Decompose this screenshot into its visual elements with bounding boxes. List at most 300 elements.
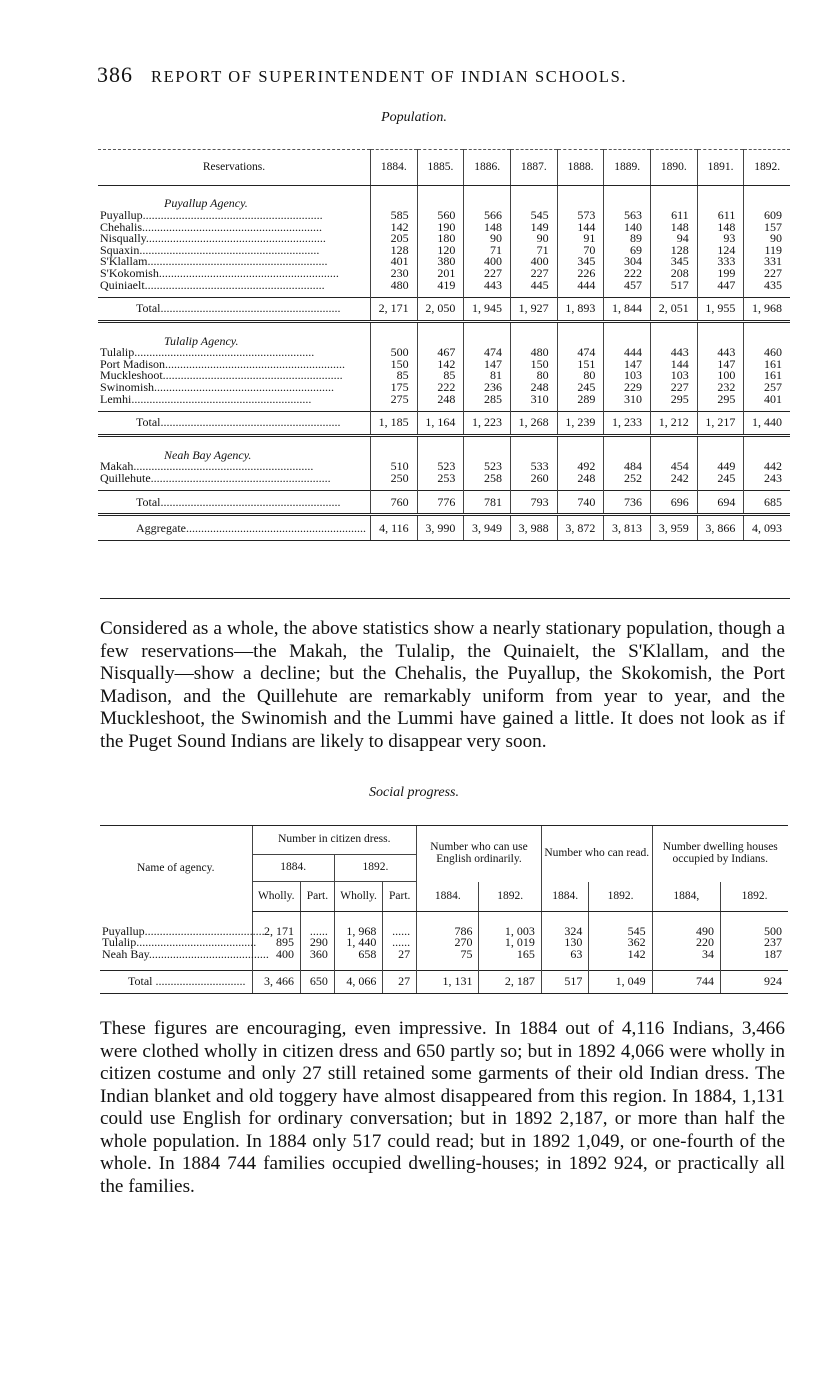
aggregate-value: 3, 866 bbox=[697, 515, 744, 541]
reservation-name: Squaxin............................................................ bbox=[100, 242, 320, 257]
blank-cell bbox=[744, 436, 790, 462]
population-value: 230 bbox=[370, 268, 417, 280]
total-value: 2, 187 bbox=[479, 971, 541, 994]
table-row bbox=[98, 394, 790, 406]
total-value: 1, 927 bbox=[511, 298, 558, 322]
english-header: Number who can use English ordinarily. bbox=[417, 826, 542, 882]
population-value: 331 bbox=[744, 256, 790, 268]
social-value: 324 bbox=[541, 926, 589, 938]
population-value: 150 bbox=[511, 359, 558, 371]
blank-cell bbox=[370, 186, 417, 211]
population-value: 260 bbox=[511, 473, 558, 485]
population-value: 484 bbox=[604, 461, 651, 473]
aggregate-row bbox=[98, 515, 790, 541]
population-value: 510 bbox=[370, 461, 417, 473]
paragraph-population-summary: Considered as a whole, the above statistics show a nearly stationary population, though a few reservations—the Makah, the Tulalip, the Quinaielt, the S'Klallam, and the Nisqually—show a decline; but the Chehalis, the Puyallup, the Skokomish, the Port Madison, and the Quillehute are remarkably uniform from year to year, and the Muckleshoot, the Swinomish and the Lummi have gained a little. It does not look as if the Puget Sound Indians are likely to disappear very soon. bbox=[100, 618, 785, 752]
population-value: 90 bbox=[511, 233, 558, 245]
population-value: 585 bbox=[370, 210, 417, 222]
reservation-name-label: Tulalip bbox=[100, 345, 135, 360]
blank-cell bbox=[697, 436, 744, 462]
aggregate-value: 4, 093 bbox=[744, 515, 790, 541]
population-value: 443 bbox=[651, 347, 698, 359]
blank-cell bbox=[417, 436, 464, 462]
social-value: ...... bbox=[301, 926, 335, 938]
spacer-row bbox=[100, 960, 788, 971]
houses-1892-header: 1892. bbox=[721, 882, 788, 912]
reservation-name: Muckleshoot............................................................ bbox=[100, 368, 343, 383]
population-value: 517 bbox=[651, 280, 698, 292]
population-value: 229 bbox=[604, 382, 651, 394]
population-value: 222 bbox=[417, 382, 464, 394]
population-value: 232 bbox=[697, 382, 744, 394]
reservation-name: Puyallup............................................................ bbox=[100, 208, 323, 222]
total-value: 781 bbox=[464, 491, 511, 515]
population-value: 243 bbox=[744, 473, 790, 485]
reservation-name: Chehalis............................................................ bbox=[100, 219, 322, 234]
population-value: 93 bbox=[697, 233, 744, 245]
agency-heading: Puyallup Agency. bbox=[164, 196, 248, 211]
population-value: 90 bbox=[744, 233, 790, 245]
total-row bbox=[98, 298, 790, 322]
total-value: 1, 185 bbox=[370, 412, 417, 436]
population-value: 245 bbox=[557, 382, 604, 394]
part-header: Part. bbox=[383, 882, 417, 912]
citizen-dress-1884-header: 1884. bbox=[252, 855, 334, 882]
agency-name-label: Puyallup bbox=[102, 923, 145, 938]
reservation-name: Lemhi............................................................ bbox=[100, 391, 312, 406]
total-value: 744 bbox=[652, 971, 720, 994]
social-value: 63 bbox=[541, 949, 589, 961]
reservation-name-label: S'Klallam bbox=[100, 254, 148, 269]
population-value: 94 bbox=[651, 233, 698, 245]
blank-cell bbox=[479, 960, 541, 971]
social-value: 187 bbox=[721, 949, 788, 961]
blank-cell bbox=[511, 322, 558, 348]
total-value: 27 bbox=[383, 971, 417, 994]
total-value: 2, 051 bbox=[651, 298, 698, 322]
social-value: 220 bbox=[652, 937, 720, 949]
aggregate-value: 3, 959 bbox=[651, 515, 698, 541]
total-value: 1, 233 bbox=[604, 412, 651, 436]
reservation-name: Nisqually............................................................ bbox=[100, 231, 326, 246]
social-value: 895 bbox=[252, 937, 301, 949]
total-value: 736 bbox=[604, 491, 651, 515]
aggregate-label: Aggregate............................................................ bbox=[98, 515, 370, 541]
social-progress-caption: Social progress. bbox=[369, 785, 459, 800]
total-value: 517 bbox=[541, 971, 589, 994]
population-value: 400 bbox=[511, 256, 558, 268]
reservation-name: Quiniaelt............................................................ bbox=[100, 277, 325, 292]
total-value: 1, 844 bbox=[604, 298, 651, 322]
population-value: 226 bbox=[557, 268, 604, 280]
agency-name: Tulalip........................................ bbox=[102, 935, 257, 950]
total-value: 740 bbox=[557, 491, 604, 515]
page-number: 386 bbox=[97, 62, 133, 87]
population-value: 573 bbox=[557, 210, 604, 222]
reservation-name-label: Makah bbox=[100, 459, 134, 474]
total-value: 2, 171 bbox=[370, 298, 417, 322]
population-value: 611 bbox=[697, 210, 744, 222]
total-row bbox=[98, 412, 790, 436]
aggregate-value: 3, 990 bbox=[417, 515, 464, 541]
population-value: 227 bbox=[511, 268, 558, 280]
reservation-name-label: Nisqually bbox=[100, 231, 146, 246]
total-value: 1, 131 bbox=[417, 971, 479, 994]
total-value: 1, 223 bbox=[464, 412, 511, 436]
population-value: 295 bbox=[651, 394, 698, 406]
blank-cell bbox=[334, 960, 383, 971]
population-value: 400 bbox=[464, 256, 511, 268]
social-value: 237 bbox=[721, 937, 788, 949]
agency-heading-row bbox=[98, 186, 790, 211]
population-value: 523 bbox=[464, 461, 511, 473]
population-value: 560 bbox=[417, 210, 464, 222]
year-header: 1886. bbox=[464, 150, 511, 186]
blank-cell bbox=[697, 322, 744, 348]
social-value: 545 bbox=[589, 926, 652, 938]
population-value: 401 bbox=[744, 394, 790, 406]
total-label: Total............................................................ bbox=[98, 298, 370, 322]
population-value: 242 bbox=[651, 473, 698, 485]
population-value: 419 bbox=[417, 280, 464, 292]
reservation-name: Makah............................................................ bbox=[100, 459, 314, 474]
page-header bbox=[97, 62, 787, 88]
reservations-header: Reservations. bbox=[98, 150, 370, 186]
reservation-name-label: Quiniaelt bbox=[100, 277, 145, 292]
total-value: 1, 239 bbox=[557, 412, 604, 436]
total-value: 760 bbox=[370, 491, 417, 515]
total-value: 1, 968 bbox=[744, 298, 790, 322]
blank-cell bbox=[651, 322, 698, 348]
population-value: 443 bbox=[697, 347, 744, 359]
table-row bbox=[98, 280, 790, 292]
year-header: 1884. bbox=[370, 150, 417, 186]
total-value: 685 bbox=[744, 491, 790, 515]
population-value: 563 bbox=[604, 210, 651, 222]
population-value: 128 bbox=[651, 245, 698, 257]
population-value: 533 bbox=[511, 461, 558, 473]
blank-cell bbox=[370, 322, 417, 348]
population-value: 457 bbox=[604, 280, 651, 292]
agency-heading-row bbox=[98, 436, 790, 462]
total-value: 1, 893 bbox=[557, 298, 604, 322]
total-value: 793 bbox=[511, 491, 558, 515]
reservation-name: S'Kokomish............................................................ bbox=[100, 265, 339, 280]
population-value: 444 bbox=[557, 280, 604, 292]
population-value: 190 bbox=[417, 222, 464, 234]
population-value: 150 bbox=[370, 359, 417, 371]
social-value: 658 bbox=[334, 949, 383, 961]
population-value: 460 bbox=[744, 347, 790, 359]
population-value: 250 bbox=[370, 473, 417, 485]
agency-name-label: Tulalip bbox=[102, 935, 137, 950]
read-1892-header: 1892. bbox=[589, 882, 652, 912]
agency-heading: Neah Bay Agency. bbox=[164, 447, 252, 462]
year-header: 1885. bbox=[417, 150, 464, 186]
blank-cell bbox=[417, 186, 464, 211]
aggregate-value: 3, 988 bbox=[511, 515, 558, 541]
reservation-name: Swinomish............................................................ bbox=[100, 379, 335, 394]
population-value: 85 bbox=[370, 370, 417, 382]
social-value: 1, 019 bbox=[479, 937, 541, 949]
year-header: 1891. bbox=[697, 150, 744, 186]
population-value: 120 bbox=[417, 245, 464, 257]
population-value: 148 bbox=[651, 222, 698, 234]
blank-cell bbox=[464, 186, 511, 211]
reservation-name: Quillehute............................................................ bbox=[100, 470, 331, 485]
reservation-name-label: Puyallup bbox=[100, 208, 143, 222]
population-value: 149 bbox=[511, 222, 558, 234]
population-value: 449 bbox=[697, 461, 744, 473]
population-value: 90 bbox=[464, 233, 511, 245]
population-value: 285 bbox=[464, 394, 511, 406]
population-value: 474 bbox=[464, 347, 511, 359]
population-value: 148 bbox=[697, 222, 744, 234]
blank-cell bbox=[744, 322, 790, 348]
aggregate-label-label: Aggregate bbox=[136, 520, 186, 535]
population-value: 71 bbox=[511, 245, 558, 257]
total-label: Total .............................. bbox=[100, 971, 252, 994]
population-value: 304 bbox=[604, 256, 651, 268]
population-value: 545 bbox=[511, 210, 558, 222]
blank-cell bbox=[511, 186, 558, 211]
population-value: 474 bbox=[557, 347, 604, 359]
social-value: 400 bbox=[252, 949, 301, 961]
blank-cell bbox=[252, 960, 301, 971]
blank-cell bbox=[557, 436, 604, 462]
population-value: 89 bbox=[604, 233, 651, 245]
population-value: 103 bbox=[604, 370, 651, 382]
reservation-name-label: Squaxin bbox=[100, 242, 140, 257]
wholly-header: Wholly. bbox=[252, 882, 301, 912]
population-body bbox=[98, 186, 790, 541]
reservation-name-label: Quillehute bbox=[100, 470, 151, 485]
total-value: 1, 268 bbox=[511, 412, 558, 436]
population-value: 128 bbox=[370, 245, 417, 257]
population-value: 205 bbox=[370, 233, 417, 245]
population-value: 248 bbox=[557, 473, 604, 485]
population-value: 85 bbox=[417, 370, 464, 382]
population-value: 345 bbox=[651, 256, 698, 268]
population-value: 333 bbox=[697, 256, 744, 268]
blank-cell bbox=[604, 436, 651, 462]
blank-cell bbox=[651, 186, 698, 211]
total-value: 1, 164 bbox=[417, 412, 464, 436]
population-value: 199 bbox=[697, 268, 744, 280]
population-value: 444 bbox=[604, 347, 651, 359]
population-value: 523 bbox=[417, 461, 464, 473]
population-value: 151 bbox=[557, 359, 604, 371]
read-header: Number who can read. bbox=[541, 826, 652, 882]
population-value: 157 bbox=[744, 222, 790, 234]
blank-cell bbox=[652, 960, 720, 971]
total-label-label: Total bbox=[136, 494, 161, 509]
population-value: 445 bbox=[511, 280, 558, 292]
social-progress-body bbox=[100, 912, 788, 994]
blank-cell bbox=[464, 322, 511, 348]
reservation-name-label: S'Kokomish bbox=[100, 265, 159, 280]
blank-cell bbox=[651, 436, 698, 462]
population-value: 91 bbox=[557, 233, 604, 245]
population-value: 442 bbox=[744, 461, 790, 473]
total-label-label: Total bbox=[136, 301, 161, 316]
aggregate-value: 3, 949 bbox=[464, 515, 511, 541]
blank-cell bbox=[541, 960, 589, 971]
social-value: 500 bbox=[721, 926, 788, 938]
houses-header: Number dwelling houses occupied by Indians. bbox=[652, 826, 788, 882]
houses-1884-header: 1884, bbox=[652, 882, 720, 912]
reservation-name-label: Lemhi bbox=[100, 391, 132, 406]
population-value: 175 bbox=[370, 382, 417, 394]
blank-cell bbox=[721, 960, 788, 971]
reservation-name: S'Klallam............................................................ bbox=[100, 254, 328, 269]
population-value: 401 bbox=[370, 256, 417, 268]
population-value: 227 bbox=[744, 268, 790, 280]
social-value: 490 bbox=[652, 926, 720, 938]
population-value: 236 bbox=[464, 382, 511, 394]
social-value: 290 bbox=[301, 937, 335, 949]
blank-cell bbox=[697, 186, 744, 211]
reservation-name: Port Madison............................................................ bbox=[100, 356, 346, 371]
agency-name: Puyallup........................................ bbox=[102, 923, 265, 938]
population-value: 248 bbox=[417, 394, 464, 406]
spacer-cell bbox=[100, 960, 252, 971]
population-value: 100 bbox=[697, 370, 744, 382]
social-value: 360 bbox=[301, 949, 335, 961]
population-value: 435 bbox=[744, 280, 790, 292]
citizen-dress-1892-header: 1892. bbox=[334, 855, 416, 882]
blank-cell bbox=[604, 186, 651, 211]
part-header: Part. bbox=[301, 882, 335, 912]
read-1884-header: 1884. bbox=[541, 882, 589, 912]
population-value: 248 bbox=[511, 382, 558, 394]
social-value: 786 bbox=[417, 926, 479, 938]
social-value: 1, 968 bbox=[334, 926, 383, 938]
reservation-name-label: Swinomish bbox=[100, 379, 155, 394]
social-value: ...... bbox=[383, 926, 417, 938]
blank-cell bbox=[604, 322, 651, 348]
social-value: 27 bbox=[383, 949, 417, 961]
aggregate-value: 3, 872 bbox=[557, 515, 604, 541]
population-value: 480 bbox=[511, 347, 558, 359]
total-value: 650 bbox=[301, 971, 335, 994]
social-value: ...... bbox=[383, 937, 417, 949]
social-value: 270 bbox=[417, 937, 479, 949]
population-value: 144 bbox=[557, 222, 604, 234]
total-row bbox=[98, 491, 790, 515]
aggregate-value: 4, 116 bbox=[370, 515, 417, 541]
aggregate-value: 3, 813 bbox=[604, 515, 651, 541]
population-value: 140 bbox=[604, 222, 651, 234]
population-value: 611 bbox=[651, 210, 698, 222]
blank-cell bbox=[383, 960, 417, 971]
social-value: 34 bbox=[652, 949, 720, 961]
english-1892-header: 1892. bbox=[479, 882, 541, 912]
population-value: 180 bbox=[417, 233, 464, 245]
social-value: 142 bbox=[589, 949, 652, 961]
total-row bbox=[100, 971, 788, 994]
reservation-name-label: Muckleshoot bbox=[100, 368, 163, 383]
population-value: 295 bbox=[697, 394, 744, 406]
population-value: 201 bbox=[417, 268, 464, 280]
agency-name-header: Name of agency. bbox=[100, 826, 252, 912]
population-value: 103 bbox=[651, 370, 698, 382]
population-value: 253 bbox=[417, 473, 464, 485]
wholly-header: Wholly. bbox=[334, 882, 383, 912]
total-value: 4, 066 bbox=[334, 971, 383, 994]
population-value: 222 bbox=[604, 268, 651, 280]
blank-cell bbox=[417, 960, 479, 971]
population-value: 454 bbox=[651, 461, 698, 473]
population-value: 161 bbox=[744, 359, 790, 371]
total-value: 1, 217 bbox=[697, 412, 744, 436]
population-value: 81 bbox=[464, 370, 511, 382]
year-header: 1889. bbox=[604, 150, 651, 186]
total-value: 1, 212 bbox=[651, 412, 698, 436]
section-divider bbox=[100, 598, 790, 599]
social-value: 2, 171 bbox=[252, 926, 301, 938]
blank-cell bbox=[417, 322, 464, 348]
population-value: 310 bbox=[511, 394, 558, 406]
total-label-label: Total bbox=[136, 415, 161, 430]
population-value: 148 bbox=[464, 222, 511, 234]
social-value: 1, 440 bbox=[334, 937, 383, 949]
social-value: 165 bbox=[479, 949, 541, 961]
year-header: 1892. bbox=[744, 150, 790, 186]
blank-cell bbox=[557, 322, 604, 348]
social-value: 362 bbox=[589, 937, 652, 949]
total-value: 1, 955 bbox=[697, 298, 744, 322]
paragraph-social-summary: These figures are encouraging, even impressive. In 1884 out of 4,116 Indians, 3,466 were clothed wholly in citizen dress and 650 partly so; but in 1892 4,066 were wholly in citizen costume and only 27 still retained some garments of their old Indian dress. The Indian blanket and old toggery have almost disappeared from this region. In 1884, 1,131 could use English for ordinary conversation; but in 1892 2,187, or more than half the whole population. In 1884 only 517 could read; but in 1892 1,049, or one-fourth of the whole. In 1884 744 families occupied dwelling-houses; in 1892 924, or practically all the families. bbox=[100, 1018, 785, 1197]
population-table bbox=[98, 149, 790, 541]
running-title: REPORT OF SUPERINTENDENT OF INDIAN SCHOOLS. bbox=[151, 67, 628, 86]
population-value: 443 bbox=[464, 280, 511, 292]
total-value: 1, 945 bbox=[464, 298, 511, 322]
total-label: Total............................................................ bbox=[98, 491, 370, 515]
table-row bbox=[98, 473, 790, 485]
blank-cell bbox=[464, 436, 511, 462]
population-value: 275 bbox=[370, 394, 417, 406]
blank-cell bbox=[511, 436, 558, 462]
population-value: 258 bbox=[464, 473, 511, 485]
year-header: 1887. bbox=[511, 150, 558, 186]
population-value: 144 bbox=[651, 359, 698, 371]
population-value: 252 bbox=[604, 473, 651, 485]
social-value: 130 bbox=[541, 937, 589, 949]
population-value: 142 bbox=[370, 222, 417, 234]
social-value: 1, 003 bbox=[479, 926, 541, 938]
population-value: 119 bbox=[744, 245, 790, 257]
table-row bbox=[100, 949, 788, 961]
citizen-dress-header: Number in citizen dress. bbox=[252, 826, 417, 855]
population-caption: Population. bbox=[381, 110, 447, 125]
year-header: 1888. bbox=[557, 150, 604, 186]
total-value: 1, 440 bbox=[744, 412, 790, 436]
population-value: 161 bbox=[744, 370, 790, 382]
blank-cell bbox=[589, 960, 652, 971]
population-value: 147 bbox=[604, 359, 651, 371]
population-value: 289 bbox=[557, 394, 604, 406]
population-value: 147 bbox=[464, 359, 511, 371]
total-label: Total............................................................ bbox=[98, 412, 370, 436]
population-value: 492 bbox=[557, 461, 604, 473]
agency-name: Neah Bay........................................ bbox=[102, 946, 269, 961]
population-value: 80 bbox=[557, 370, 604, 382]
population-value: 447 bbox=[697, 280, 744, 292]
agency-heading: Tulalip Agency. bbox=[164, 333, 239, 348]
population-value: 124 bbox=[697, 245, 744, 257]
total-value: 776 bbox=[417, 491, 464, 515]
